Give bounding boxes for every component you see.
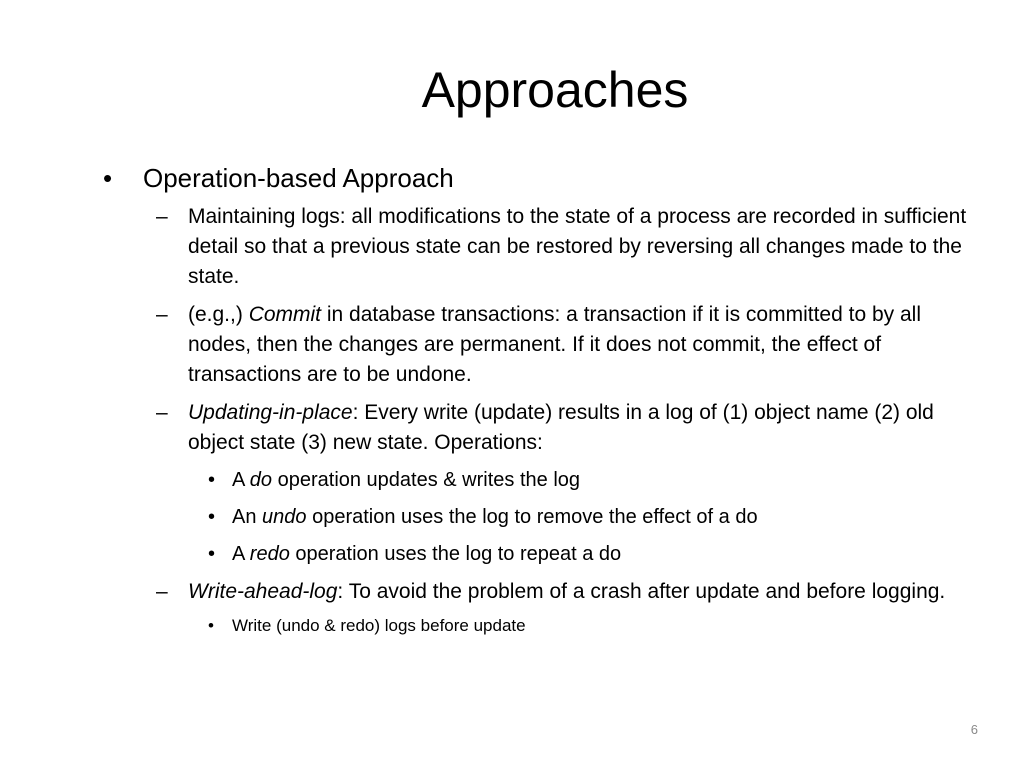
bullet-dot-icon: • bbox=[208, 543, 216, 565]
bullet-text: Operation-based Approach bbox=[143, 163, 454, 193]
dash-bullet-icon: – bbox=[156, 580, 168, 603]
point-write-logs-before-update bbox=[98, 613, 978, 639]
page-number: 6 bbox=[970, 722, 978, 737]
bullet-dot-icon: • bbox=[103, 163, 113, 193]
sub-bullet-emphasis: Commit bbox=[248, 303, 322, 326]
point-suffix: operation uses the log to repeat a do bbox=[289, 543, 622, 565]
point-prefix: A bbox=[232, 469, 250, 491]
slide-body bbox=[98, 158, 978, 639]
sub-bullet-suffix: in database transactions: a transaction if it is committed to by all nodes, then the changes are permanent. If it does not commit, the effect of transactions are to be undone. bbox=[188, 303, 921, 386]
dash-bullet-icon: – bbox=[156, 401, 168, 424]
sub-bullet-commit bbox=[98, 300, 978, 390]
sub-bullet-emphasis: Updating-in-place bbox=[188, 401, 353, 424]
sub-bullet-prefix: (e.g.,) bbox=[188, 303, 249, 326]
bullet-operation-based-approach bbox=[98, 158, 978, 198]
point-undo-operation bbox=[98, 502, 978, 532]
point-redo-operation bbox=[98, 539, 978, 569]
point-suffix: operation uses the log to remove the effect of a do bbox=[306, 506, 758, 528]
point-emphasis: do bbox=[249, 469, 273, 491]
bullet-dot-icon: • bbox=[208, 506, 216, 528]
sub-bullet-suffix: : To avoid the problem of a crash after update and before logging. bbox=[337, 580, 946, 603]
point-text: Write (undo & redo) logs before update bbox=[232, 616, 526, 635]
bullet-dot-icon: • bbox=[208, 616, 214, 635]
point-suffix: operation updates & writes the log bbox=[272, 469, 581, 491]
sub-bullet-updating-in-place bbox=[98, 398, 978, 458]
sub-bullet-text: Maintaining logs: all modifications to the state of a process are recorded in sufficient detail so that a previous state can be restored by reversing all changes made to the state. bbox=[188, 205, 967, 288]
bullet-dot-icon: • bbox=[208, 469, 216, 491]
slide-title: Approaches bbox=[421, 62, 689, 118]
point-emphasis: undo bbox=[262, 506, 307, 528]
sub-bullet-suffix: : Every write (update) results in a log of (1) object name (2) old object state (3) new state. Operations: bbox=[188, 401, 934, 454]
sub-bullet-maintaining-logs bbox=[98, 202, 978, 292]
point-prefix: A bbox=[232, 543, 250, 565]
dash-bullet-icon: – bbox=[156, 205, 168, 228]
point-emphasis: redo bbox=[249, 543, 290, 565]
point-do-operation bbox=[98, 465, 978, 495]
point-prefix: An bbox=[232, 506, 263, 528]
dash-bullet-icon: – bbox=[156, 303, 168, 326]
sub-bullet-write-ahead-log bbox=[98, 577, 978, 607]
sub-bullet-emphasis: Write-ahead-log bbox=[188, 580, 338, 603]
